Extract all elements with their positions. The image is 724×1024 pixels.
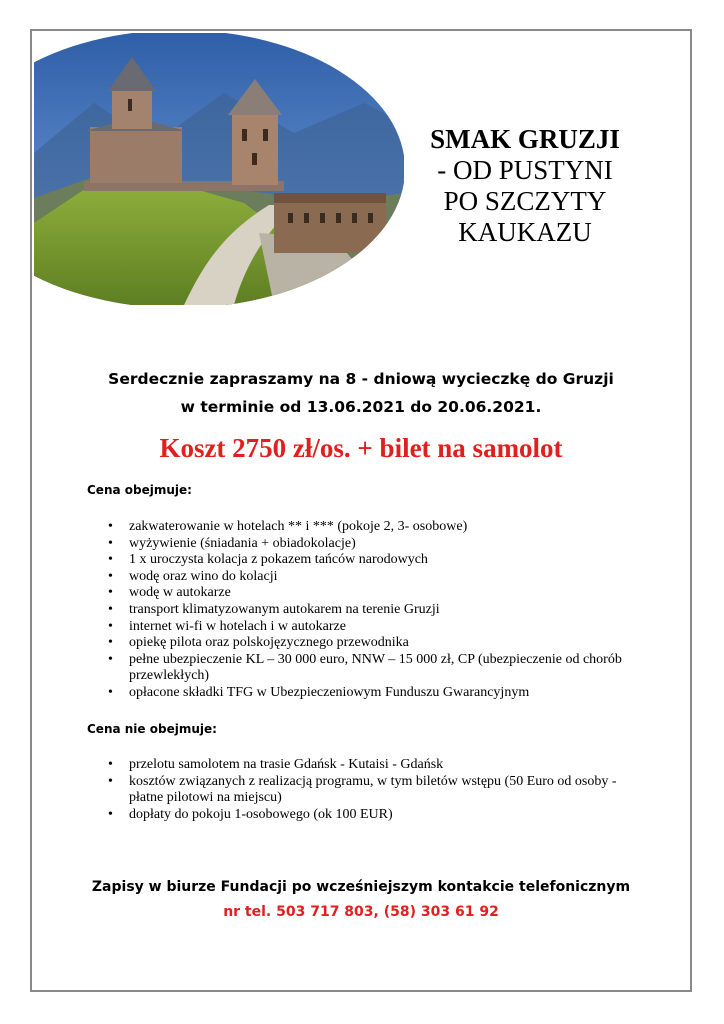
list-item: • zakwaterowanie w hotelach ** i *** (pokoje 2, 3- osobowe) bbox=[108, 519, 468, 534]
list-item: • internet wi-fi w hotelach i w autokarze bbox=[108, 618, 346, 634]
list-item: • wyżywienie (śniadania + obiadokolacje) bbox=[108, 535, 356, 551]
list-item: • opłacone składki TFG w Ubezpieczeniowym Funduszu Gwarancyjnym bbox=[108, 684, 530, 700]
list-item: • wodę w autokarze bbox=[108, 585, 231, 601]
bullet-icon: • bbox=[108, 684, 113, 700]
bullet-icon: • bbox=[108, 651, 113, 667]
signup-info: Zapisy w biurze Fundacji po wcześniejszym kontakcie telefonicznym bbox=[91, 879, 631, 895]
bullet-icon: • bbox=[108, 552, 113, 568]
list-item: • transport klimatyzowanym autokarem na terenie Gruzji bbox=[108, 601, 440, 617]
bullet-icon: • bbox=[108, 757, 113, 772]
invitation-line-1: Serdecznie zapraszamy na 8 - dniową wycieczkę do Gruzji bbox=[108, 370, 614, 388]
bullet-icon: • bbox=[108, 806, 113, 822]
bullet-icon: • bbox=[108, 519, 113, 534]
included-label: Cena obejmuje: bbox=[87, 483, 192, 497]
excluded-label: Cena nie obejmuje: bbox=[87, 722, 217, 736]
list-item: • dopłaty do pokoju 1-osobowego (ok 100 EUR) bbox=[108, 806, 393, 822]
title-line-2: - OD PUSTYNI bbox=[437, 155, 613, 186]
title-line-3: PO SZCZYTY bbox=[443, 186, 607, 217]
bullet-icon: • bbox=[108, 773, 113, 789]
title-line-4: KAUKAZU bbox=[458, 217, 592, 248]
bullet-icon: • bbox=[108, 568, 113, 584]
list-item: • pełne ubezpieczenie KL – 30 000 euro, NNW – 15 000 zł, CP (ubezpieczenie od chorób przewlekłych) bbox=[108, 651, 622, 684]
bullet-icon: • bbox=[108, 635, 113, 651]
list-item: • wodę oraz wino do kolacji bbox=[108, 568, 278, 584]
bullet-icon: • bbox=[108, 585, 113, 601]
bullet-icon: • bbox=[108, 601, 113, 617]
bullet-icon: • bbox=[108, 535, 113, 551]
tour-title bbox=[405, 124, 645, 248]
price-heading: Koszt 2750 zł/os. + bilet na samolot bbox=[159, 433, 563, 463]
list-item: • przelotu samolotem na trasie Gdańsk - Kutaisi - Gdańsk bbox=[108, 757, 444, 772]
church-photo bbox=[34, 33, 404, 305]
title-line-1: SMAK GRUZJI bbox=[430, 124, 620, 154]
list-item: • opiekę pilota oraz polskojęzycznego przewodnika bbox=[108, 635, 409, 651]
excluded-list bbox=[108, 757, 648, 823]
bullet-icon: • bbox=[108, 618, 113, 634]
invitation-dates: w terminie od 13.06.2021 do 20.06.2021. bbox=[180, 398, 542, 416]
list-item: • 1 x uroczysta kolacja z pokazem tańców narodowych bbox=[108, 552, 428, 568]
included-list bbox=[108, 519, 648, 702]
list-item: • kosztów związanych z realizacją programu, w tym biletów wstępu (50 Euro od osoby - płatne pilotowi na miejscu) bbox=[108, 773, 617, 806]
signup-phone: nr tel. 503 717 803, (58) 303 61 92 bbox=[223, 904, 499, 920]
